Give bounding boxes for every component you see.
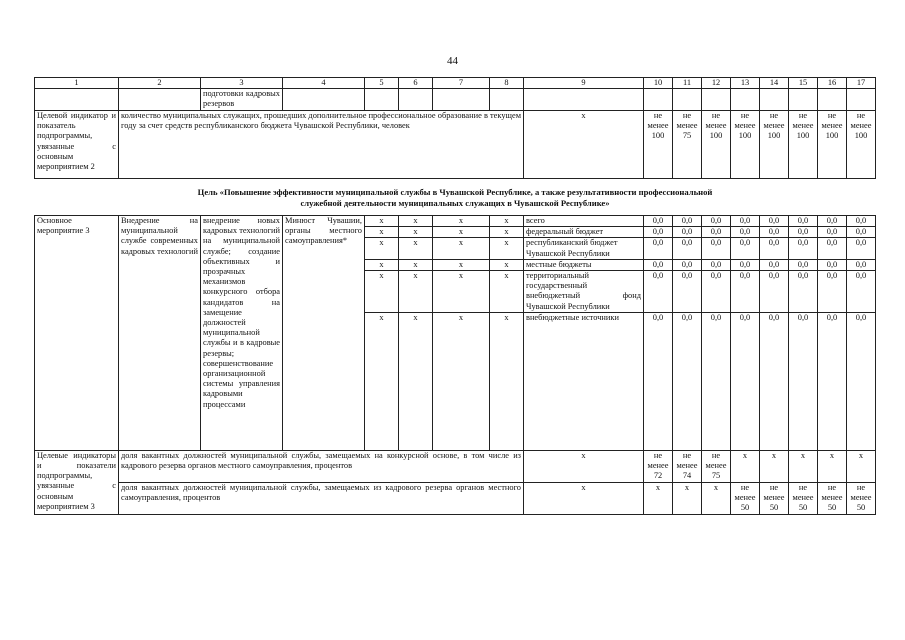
header-cell: 4 xyxy=(283,78,365,89)
indicator-text: доля вакантных должностей муниципальной службы, замещаемых на конкурсной основе, в том числе из кадрового резерва органов местного самоуправления, процентов xyxy=(119,450,524,482)
page-number: 44 xyxy=(447,55,458,67)
mark-cell: x xyxy=(433,216,490,227)
value-cell: не менее 75 xyxy=(673,111,702,179)
funding-source: федеральный бюджет xyxy=(524,227,644,238)
value-cell: не менее 72 xyxy=(644,450,673,482)
value-cell: не менее 100 xyxy=(644,111,673,179)
value-cell: 0,0 xyxy=(847,312,876,450)
mark-cell: x xyxy=(365,216,399,227)
event-label: Основное мероприятие 3 xyxy=(35,216,119,451)
value-cell: 0,0 xyxy=(702,216,731,227)
mark-cell: x xyxy=(524,111,644,179)
mark-cell: x xyxy=(490,271,524,313)
value-cell: 0,0 xyxy=(760,216,789,227)
mark-cell: x xyxy=(490,238,524,259)
event-description: внедрение новых кадровых технологий на муниципальной службе; создание объективных и прозрачных механизмов конкурсного отбора кандидатов на замещение должностей муниципальной службы и в кадровые резервы; совершенствование организационной системы управления кадровыми процессами xyxy=(201,216,283,451)
mark-cell: x xyxy=(524,450,644,482)
mark-cell: x xyxy=(365,271,399,313)
value-cell: 0,0 xyxy=(673,238,702,259)
continuation-text: подготовки кадровых резервов xyxy=(201,89,283,111)
value-cell: 0,0 xyxy=(644,216,673,227)
value-cell: x xyxy=(847,450,876,482)
funding-source: внебюджетные источники xyxy=(524,312,644,450)
value-cell: не менее 100 xyxy=(847,111,876,179)
value-cell: не менее 50 xyxy=(760,482,789,514)
value-cell: 0,0 xyxy=(644,238,673,259)
value-cell: 0,0 xyxy=(644,259,673,270)
value-cell: 0,0 xyxy=(760,238,789,259)
header-cell: 15 xyxy=(789,78,818,89)
value-cell: 0,0 xyxy=(731,227,760,238)
value-cell: x xyxy=(702,482,731,514)
value-cell: x xyxy=(789,450,818,482)
header-row xyxy=(35,78,876,89)
value-cell: 0,0 xyxy=(702,227,731,238)
goal-row xyxy=(35,179,876,216)
value-cell: не менее 100 xyxy=(702,111,731,179)
header-cell: 13 xyxy=(731,78,760,89)
target-indicator-row xyxy=(35,482,876,514)
value-cell: не менее 74 xyxy=(673,450,702,482)
mark-cell: x xyxy=(490,312,524,450)
event-row xyxy=(35,216,876,227)
value-cell: 0,0 xyxy=(818,312,847,450)
value-cell: 0,0 xyxy=(702,238,731,259)
header-cell: 1 xyxy=(35,78,119,89)
value-cell: не менее 75 xyxy=(702,450,731,482)
target-label: Целевые индикаторы и показатели подпрограммы, увязанные с основным мероприятием 3 xyxy=(35,450,119,514)
value-cell: 0,0 xyxy=(760,271,789,313)
funding-source: местные бюджеты xyxy=(524,259,644,270)
value-cell: не менее 100 xyxy=(789,111,818,179)
value-cell: x xyxy=(673,482,702,514)
continuation-row xyxy=(35,89,876,111)
mark-cell: x xyxy=(433,271,490,313)
event-name: Внедрение на муниципальной службе современных кадровых технологий xyxy=(119,216,201,451)
value-cell: 0,0 xyxy=(731,312,760,450)
mark-cell: x xyxy=(433,312,490,450)
header-cell: 3 xyxy=(201,78,283,89)
value-cell: 0,0 xyxy=(760,227,789,238)
value-cell: 0,0 xyxy=(702,312,731,450)
value-cell: не менее 50 xyxy=(847,482,876,514)
value-cell: 0,0 xyxy=(731,271,760,313)
header-cell: 9 xyxy=(524,78,644,89)
value-cell: 0,0 xyxy=(673,312,702,450)
value-cell: 0,0 xyxy=(644,312,673,450)
value-cell: 0,0 xyxy=(702,271,731,313)
mark-cell: x xyxy=(399,312,433,450)
program-table xyxy=(34,77,876,515)
funding-source: республиканский бюджет Чувашской Республики xyxy=(524,238,644,259)
mark-cell: x xyxy=(365,312,399,450)
target-indicator-row xyxy=(35,111,876,179)
goal-heading xyxy=(35,179,876,216)
mark-cell: x xyxy=(399,238,433,259)
value-cell: 0,0 xyxy=(673,216,702,227)
header-cell: 7 xyxy=(433,78,490,89)
event-responsible: Минюст Чувашии, органы местного самоуправления* xyxy=(283,216,365,451)
indicator-text: количество муниципальных служащих, прошедших дополнительное профессиональное образование в текущем году за счет средств республиканского бюджета Чувашской Республики, человек xyxy=(119,111,524,179)
value-cell: не менее 100 xyxy=(731,111,760,179)
funding-source: территориальный государственный внебюджетный фонд Чувашской Республики xyxy=(524,271,644,313)
header-cell: 14 xyxy=(760,78,789,89)
value-cell: не менее 50 xyxy=(818,482,847,514)
value-cell: 0,0 xyxy=(760,259,789,270)
header-cell: 8 xyxy=(490,78,524,89)
value-cell: x xyxy=(731,450,760,482)
value-cell: 0,0 xyxy=(760,312,789,450)
value-cell: 0,0 xyxy=(789,259,818,270)
value-cell: 0,0 xyxy=(644,227,673,238)
mark-cell: x xyxy=(399,259,433,270)
value-cell: не менее 100 xyxy=(818,111,847,179)
value-cell: 0,0 xyxy=(673,227,702,238)
mark-cell: x xyxy=(433,238,490,259)
value-cell: 0,0 xyxy=(818,259,847,270)
value-cell: 0,0 xyxy=(673,259,702,270)
mark-cell: x xyxy=(524,482,644,514)
value-cell: 0,0 xyxy=(847,238,876,259)
header-cell: 11 xyxy=(673,78,702,89)
value-cell: 0,0 xyxy=(673,271,702,313)
value-cell: 0,0 xyxy=(818,271,847,313)
funding-source: всего xyxy=(524,216,644,227)
mark-cell: x xyxy=(433,259,490,270)
value-cell: 0,0 xyxy=(731,216,760,227)
value-cell: не менее 100 xyxy=(760,111,789,179)
mark-cell: x xyxy=(399,216,433,227)
value-cell: 0,0 xyxy=(847,259,876,270)
mark-cell: x xyxy=(399,227,433,238)
header-cell: 10 xyxy=(644,78,673,89)
header-cell: 12 xyxy=(702,78,731,89)
mark-cell: x xyxy=(490,227,524,238)
value-cell: 0,0 xyxy=(847,216,876,227)
value-cell: 0,0 xyxy=(731,238,760,259)
value-cell: x xyxy=(818,450,847,482)
value-cell: 0,0 xyxy=(789,227,818,238)
value-cell: 0,0 xyxy=(818,216,847,227)
target-label: Целевой индикатор и показатель подпрограммы, увязанные с основным мероприятием 2 xyxy=(35,111,119,179)
value-cell: x xyxy=(760,450,789,482)
value-cell: 0,0 xyxy=(789,238,818,259)
mark-cell: x xyxy=(365,227,399,238)
mark-cell: x xyxy=(433,227,490,238)
target-indicator-row xyxy=(35,450,876,482)
value-cell: 0,0 xyxy=(847,227,876,238)
mark-cell: x xyxy=(365,259,399,270)
header-cell: 16 xyxy=(818,78,847,89)
header-cell: 5 xyxy=(365,78,399,89)
header-cell: 17 xyxy=(847,78,876,89)
mark-cell: x xyxy=(365,238,399,259)
mark-cell: x xyxy=(490,216,524,227)
value-cell: 0,0 xyxy=(789,216,818,227)
value-cell: 0,0 xyxy=(789,312,818,450)
value-cell: 0,0 xyxy=(847,271,876,313)
value-cell: 0,0 xyxy=(702,259,731,270)
value-cell: 0,0 xyxy=(789,271,818,313)
indicator-text: доля вакантных должностей муниципальной службы, замещаемых из кадрового резерва органов местного самоуправления, процентов xyxy=(119,482,524,514)
value-cell: 0,0 xyxy=(818,227,847,238)
value-cell: 0,0 xyxy=(731,259,760,270)
value-cell: x xyxy=(644,482,673,514)
value-cell: 0,0 xyxy=(818,238,847,259)
value-cell: не менее 50 xyxy=(789,482,818,514)
goal-text: Цель «Повышение эффективности муниципальной службы в Чувашской Республике, а также результативности профессиональной служебной деятельности муниципальных служащих в Чувашской Республике» xyxy=(197,187,713,208)
value-cell: не менее 50 xyxy=(731,482,760,514)
mark-cell: x xyxy=(399,271,433,313)
header-cell: 2 xyxy=(119,78,201,89)
value-cell: 0,0 xyxy=(644,271,673,313)
header-cell: 6 xyxy=(399,78,433,89)
mark-cell: x xyxy=(490,259,524,270)
